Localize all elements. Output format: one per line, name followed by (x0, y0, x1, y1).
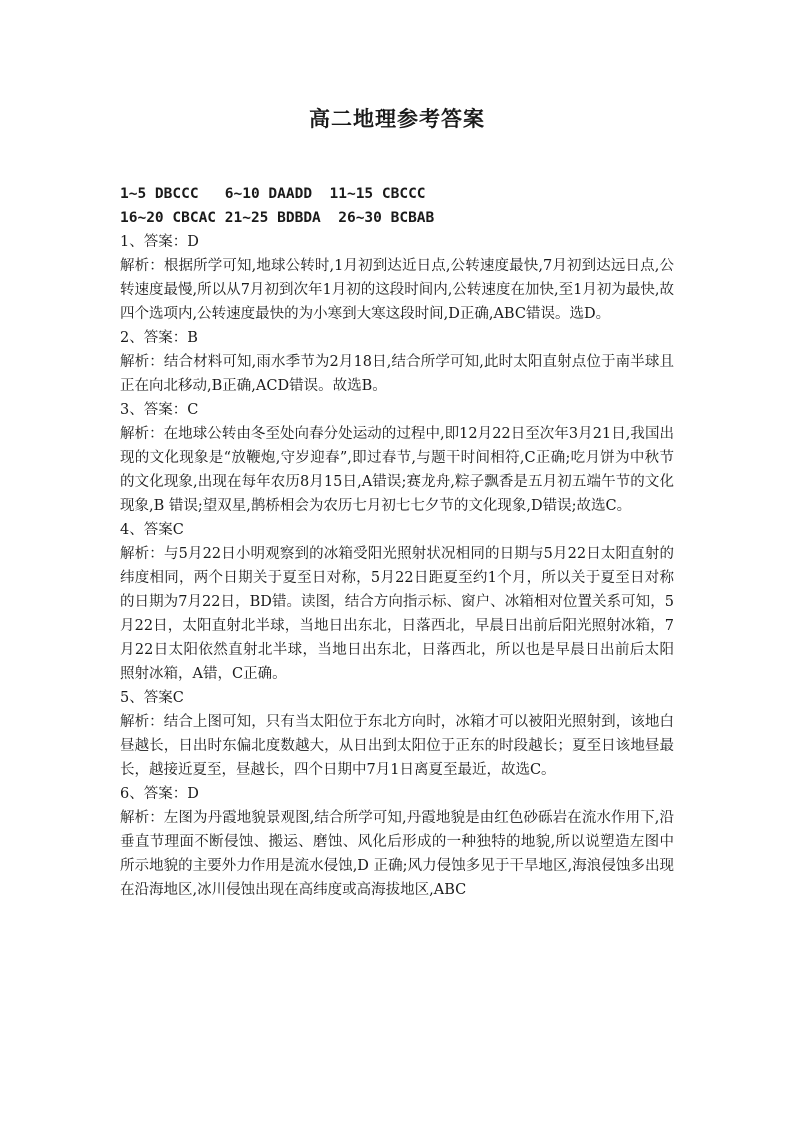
question-item-5 (120, 686, 674, 782)
question-item-6 (120, 782, 674, 902)
explanation-text: 解析：结合上图可知，只有当太阳位于东北方向时，冰箱才可以被阳光照射到，该地白昼越长，日出时东偏北度数越大，从日出到太阳位于正东的时段越长；夏至日该地昼最长，越接近夏至，昼越长，四个日期中7月1日离夏至最近，故选C。 (120, 714, 674, 778)
answer-key-block (120, 182, 674, 230)
explanation-text: 解析：在地球公转由冬至处向春分处运动的过程中,即12月22日至次年3月21日,我国出现的文化现象是“放鞭炮,守岁迎春”,即过春节,与题干时间相符,C正确;吃月饼为中秋节的文化现象,出现在每年农历8月15日,A错误;赛龙舟,粽子飘香是五月初五端午节的文化现象,B 错误;望双星,鹊桥相会为农历七月初七七夕节的文化现象,D错误;故选C。 (120, 426, 674, 514)
answer-label: 3、答案：C (120, 402, 199, 418)
answer-label: 6、答案：D (120, 786, 199, 802)
explanation-text: 解析：根据所学可知,地球公转时,1月初到达近日点,公转速度最快,7月初到达远日点,公转速度最慢,所以从7月初到次年1月初的这段时间内,公转速度在加快,至1月初为最快,故四个选项内,公转速度最快的为小寒到大寒这段时间,D正确,ABC错误。选D。 (120, 258, 674, 322)
answer-label: 1、答案：D (120, 234, 199, 250)
document-title: 高二地理参考答案 (309, 107, 485, 131)
answer-label: 2、答案：B (120, 330, 198, 346)
explanation-text: 解析：左图为丹霞地貌景观图,结合所学可知,丹霞地貌是由红色砂砾岩在流水作用下,沿垂直节理面不断侵蚀、搬运、磨蚀、风化后形成的一种独特的地貌,所以说塑造左图中所示地貌的主要外力作用是流水侵蚀,D 正确;风力侵蚀多见于干旱地区,海浪侵蚀多出现在沿海地区,冰川侵蚀出现在高纬度或高海拔地区,ABC (120, 810, 674, 898)
explanation-text: 解析：结合材料可知,雨水季节为2月18日,结合所学可知,此时太阳直射点位于南半球且正在向北移动,B正确,ACD错误。故选B。 (120, 354, 674, 394)
answer-key-line-1: 1~5 DBCCC 6~10 DAADD 11~15 CBCCC (120, 186, 426, 202)
question-item-4 (120, 518, 674, 686)
explanation-text: 解析：与5月22日小明观察到的冰箱受阳光照射状况相同的日期与5月22日太阳直射的纬度相同，两个日期关于夏至日对称，5月22日距夏至约1个月，所以关于夏至日对称的日期为7月22日，BD错。读图，结合方向指示标、窗户、冰箱相对位置关系可知，5月22日，太阳直射北半球，当地日出东北，日落西北，早晨日出前后阳光照射冰箱，7月22日太阳依然直射北半球，当地日出东北，日落西北，所以也是早晨日出前后太阳照射冰箱，A错，C正确。 (120, 546, 674, 682)
answer-key-line-2: 16~20 CBCAC 21~25 BDBDA 26~30 BCBAB (120, 210, 435, 226)
question-item-2 (120, 326, 674, 398)
answer-label: 5、答案C (120, 690, 184, 706)
question-item-1 (120, 230, 674, 326)
answer-label: 4、答案C (120, 522, 184, 538)
question-item-3 (120, 398, 674, 518)
